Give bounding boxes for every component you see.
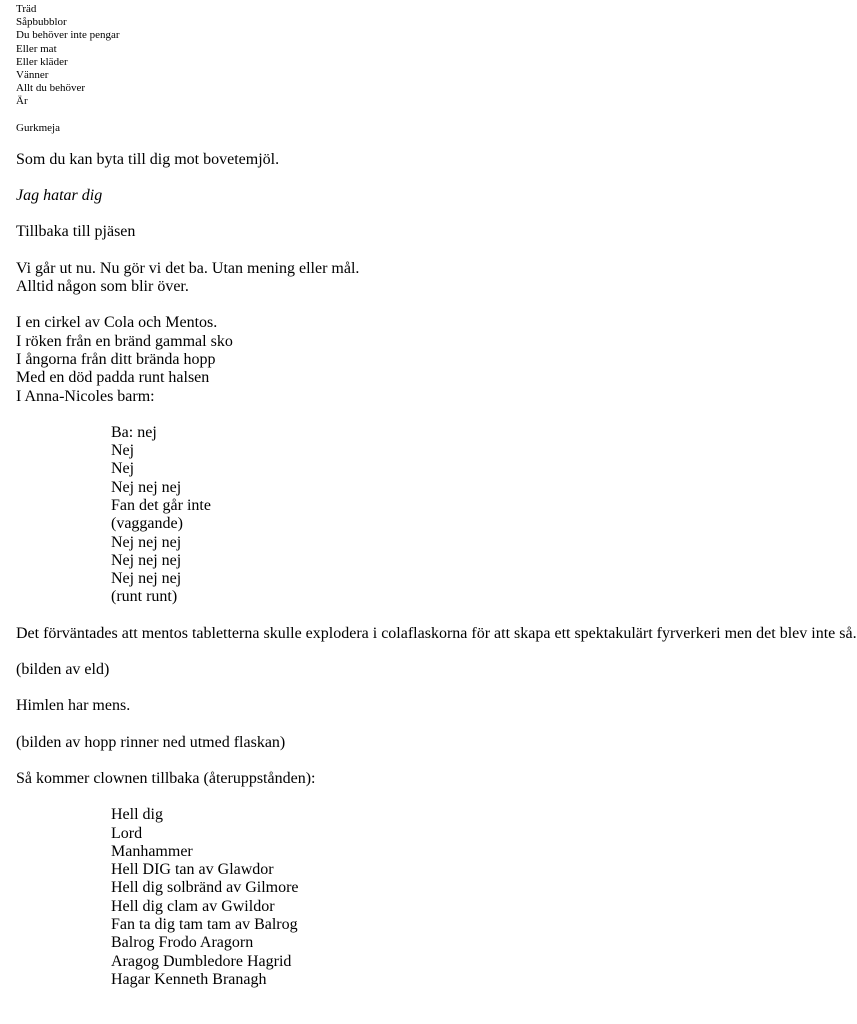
paragraph [16, 260, 676, 297]
text-line: Med en död padda runt halsen [16, 369, 210, 387]
document-page [16, 3, 857, 989]
verse-line: Aragog Dumbledore Hagrid [111, 952, 292, 970]
verse-line: Ba: nej [111, 423, 157, 441]
text-line: Tillbaka till pjäsen [16, 223, 136, 241]
paragraph [16, 223, 676, 241]
verse-block [16, 424, 676, 607]
paragraph [16, 770, 676, 788]
verse-line: Hell dig [111, 806, 163, 824]
verse-line: Fan ta dig tam tam av Balrog [111, 916, 298, 934]
verse-line: Nej nej nej [111, 570, 182, 588]
text-line: Träd [16, 3, 37, 15]
paragraph [16, 734, 676, 752]
verse-line: Nej nej nej [111, 533, 182, 551]
verse-line: Balrog Frodo Aragorn [111, 934, 254, 952]
paragraph [16, 624, 857, 643]
verse-line: Fan det går inte [111, 496, 211, 514]
text-line: Gurkmeja [16, 121, 60, 134]
text-line: Vi går ut nu. Nu gör vi det ba. Utan mening eller mål. [16, 259, 360, 277]
paragraph [16, 697, 676, 715]
text-line: I röken från en bränd gammal sko [16, 332, 233, 350]
verse-line: Nej [111, 442, 135, 460]
text-line: Himlen har mens. [16, 697, 131, 715]
verse-line: Nej [111, 460, 135, 478]
verse-block [16, 806, 676, 989]
verse-line: (vaggande) [111, 515, 183, 533]
text-line: I ångorna från ditt brända hopp [16, 350, 216, 368]
verse-line: Manhammer [111, 842, 193, 860]
text-line: Såpbubblor [16, 16, 67, 29]
paragraph [16, 661, 676, 679]
text-line: Är [16, 95, 28, 108]
verse-line: Lord [111, 824, 143, 842]
text-line: (bilden av eld) [16, 661, 110, 679]
verse-line: Hell DIG tan av Glawdor [111, 861, 274, 879]
text-line: Eller kläder [16, 55, 68, 68]
verse-line: (runt runt) [111, 588, 178, 606]
text-line: Som du kan byta till dig mot bovetemjöl. [16, 150, 280, 168]
verse-line: Nej nej nej [111, 551, 182, 569]
text-line: (bilden av hopp rinner ned utmed flaskan) [16, 733, 286, 751]
small-text-block [16, 3, 676, 135]
text-line: Alltid någon som blir över. [16, 278, 189, 296]
text-line: I Anna-Nicoles barm: [16, 387, 155, 405]
text-line: I en cirkel av Cola och Mentos. [16, 314, 218, 332]
text-line: Jag hatar dig [16, 187, 103, 205]
paragraph-italic [16, 187, 676, 205]
text-line: Eller mat [16, 42, 57, 55]
text-line: Så kommer clownen tillbaka (återuppstånden): [16, 769, 316, 787]
verse-line: Hell dig solbränd av Gilmore [111, 879, 299, 897]
verse-line: Hagar Kenneth Branagh [111, 970, 267, 988]
paragraph [16, 314, 676, 405]
text-line: Allt du behöver [16, 82, 86, 95]
text-line: Vänner [16, 69, 49, 82]
text-line: Det förväntades att mentos tabletterna skulle explodera i colaflaskorna för att skapa ett spektakulärt fyrverkeri men det blev inte så. [16, 624, 857, 642]
verse-line: Nej nej nej [111, 478, 182, 496]
paragraph [16, 151, 676, 169]
text-line: Du behöver inte pengar [16, 29, 120, 42]
verse-line: Hell dig clam av Gwildor [111, 897, 275, 915]
